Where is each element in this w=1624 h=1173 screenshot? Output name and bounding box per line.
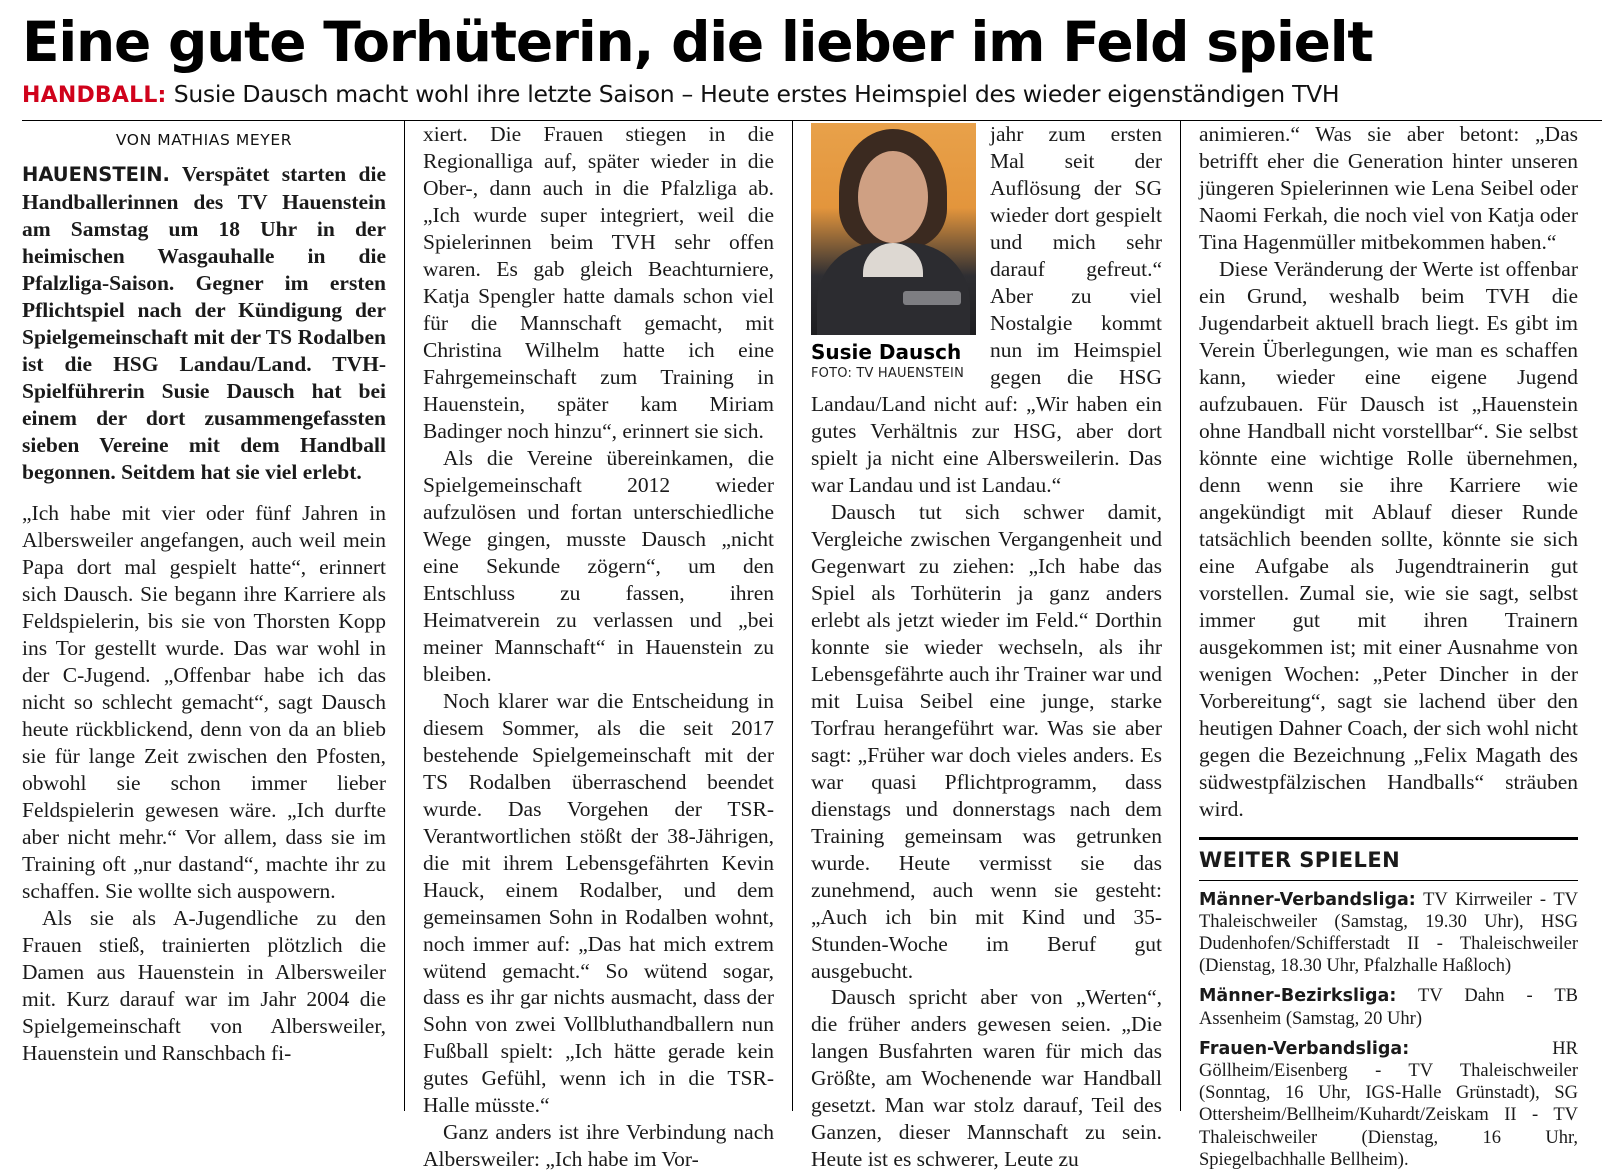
subheadline xyxy=(22,81,1602,108)
section-kicker: HANDBALL: xyxy=(22,83,167,109)
infobox-entry xyxy=(1199,985,1578,1029)
photo-face-shape xyxy=(858,151,928,243)
paragraph: animieren.“ Was sie aber betont: „Das betrifft eher die Generation hinter unseren jüngeren Spielerinnen wie Lena Seibel oder Naomi Ferkah, die noch viel von Katja oder Tina Hagenmüller mitbekommen haben.“ xyxy=(1199,122,1578,255)
paragraph: Als sie als A-Jugendliche zu den Frauen stieß, trainierten plötzlich die Damen aus Hauenstein in Albersweiler mit. Kurz darauf war im Jahr 2004 die Spielgemeinschaft von Albersweiler, Hauenstein und Ranschbach fi- xyxy=(22,905,386,1065)
infobox-entry-label: Frauen-Verbandsliga: xyxy=(1199,1038,1410,1059)
column-3 xyxy=(792,121,1180,1172)
dateline: HAUENSTEIN. xyxy=(22,163,170,187)
infobox-entry-text: TV Dahn - TB Assenheim (Samstag, 20 Uhr) xyxy=(1199,986,1578,1029)
paragraph: Dausch spricht aber von „Werten“, die früher anders gewesen seien. „Die langen Busfahrten waren für mich das Größte, am Wochenende war Handball gesetzt. Man war stolz darauf, Teil des Ganzen, dieser Mannschaft zu sein. Heute ist es schwerer, Leute zu xyxy=(811,985,1162,1172)
lead-text: Verspätet starten die Handballerinnen des TV Hauenstein am Samstag um 18 Uhr in der heimischen Wasgauhalle in die Pfalzliga-Saison. Gegner im ersten Pflichtspiel nach der Kündigung der Spielgemeinschaft mit der TS Rodalben ist die HSG Landau/Land. TVH-Spielführerin Susie Dausch hat bei einem der dort zusammengefassten sieben Vereine mit dem Handball begonnen. Seitdem hat sie viel erlebt. xyxy=(22,162,386,485)
subheadline-text: Susie Dausch macht wohl ihre letzte Saison – Heute erstes Heimspiel des wieder eigenständigen TVH xyxy=(173,80,1340,109)
paragraph: xiert. Die Frauen stiegen in die Regionalliga auf, später wieder in die Ober-, dann auch in die Pfalzliga ab. „Ich wurde super integriert, weil die Spielerinnen beim TVH sehr offen waren. Es gab gleich Beachturniere, Katja Spengler hatte damals schon viel für die Mannschaft gemacht, mit Christina Wilhelm hatte ich eine Fahrgemeinschaft zum Training in Hauenstein, später kam Miriam Badinger noch hinzu“, erinnert sie sich. xyxy=(423,122,774,444)
column-1 xyxy=(22,121,404,1111)
photo-susie-dausch xyxy=(811,123,976,335)
infobox xyxy=(1199,837,1578,1171)
paragraph: Ganz anders ist ihre Verbindung nach Albersweiler: „Ich habe im Vor- xyxy=(423,1120,774,1172)
newspaper-page xyxy=(0,10,1624,1172)
infobox-entry-label: Männer-Verbandsliga: xyxy=(1199,889,1416,910)
page-title: Eine gute Torhüterin, die lieber im Feld spielt xyxy=(22,10,1373,74)
infobox-divider xyxy=(1199,880,1578,881)
infobox-entry xyxy=(1199,1038,1578,1171)
infobox-entry xyxy=(1199,889,1578,978)
article-photo-block xyxy=(811,123,976,381)
paragraph: jahr zum ersten Mal seit der Auflösung der SG wieder dort gespielt und mich sehr darauf gefreut.“ Aber zu viel Nostalgie kommt nun im Heimspiel gegen die HSG Landau/Land nicht auf: „Wir haben ein gutes Verhältnis zur HSG, aber dort spielt ja nicht eine Albersweilerin. Das war Landau und ist Landau.“ xyxy=(811,122,1162,498)
column-2 xyxy=(404,121,792,1172)
infobox-entry-text: HR Göllheim/Eisenberg - TV Thaleischweiler (Sonntag, 16 Uhr, IGS-Halle Grünstadt), SG Ottersheim/Bellheim/Kuhardt/Zeiskam II - TV Thaleischweiler (Dienstag, 16 Uhr, Spiegelbachhalle Bellheim). xyxy=(1199,1038,1578,1170)
article-columns xyxy=(22,121,1602,1172)
paragraph: Noch klarer war die Entscheidung in diesem Sommer, als die seit 2017 bestehende Spielgemeinschaft mit der TS Rodalben überraschend beendet wurde. Das Vorgehen der TSR-Verantwortlichen stößt der 38-Jährigen, die mit ihrem Lebensgefährten Kevin Hauck, einem Rodalber, und dem gemeinsamen Sohn in Rodalben wohnt, noch immer auf: „Das hat mich extrem wütend gemacht.“ So wütend sogar, dass es ihr gar nichts ausmacht, dass der Sohn von zwei Vollbluthandballern nun Fußball spielt: „Ich hätte gerade kein gutes Gefühl, wenn ich in die TSR-Halle müsste.“ xyxy=(423,688,774,1118)
paragraph: Diese Veränderung der Werte ist offenbar ein Grund, weshalb beim TVH die Jugendarbeit aktuell brach liegt. Es gibt im Verein Überlegungen, wie man es schaffen kann, wieder eine eigene Jugend aufzubauen. Für Dausch ist „Hauenstein ohne Handball nicht vorstellbar“. Sie selbst könnte eine wichtige Rolle übernehmen, denn wenn sie ihre Karriere wie angekündigt mit Ablauf dieser Runde tatsächlich beenden sollte, könnte sie sich eine Aufgabe als Jugendtrainerin gut vorstellen. Zumal sie, wie sie sagt, selbst immer gut mit ihren Trainern ausgekommen ist; mit einer Ausnahme von wenigen Wochen: „Peter Dincher in der Vorbereitung“, sagt sie lachend über den heutigen Dahner Coach, der sich wohl nicht gegen die Bezeichnung „Felix Magath des südwestpfälzischen Handballs“ sträuben wird. xyxy=(1199,257,1578,821)
byline: VON MATHIAS MEYER xyxy=(115,131,293,150)
photo-caption: Susie Dausch xyxy=(811,340,962,365)
paragraph: Als die Vereine übereinkamen, die Spielgemeinschaft 2012 wieder aufzulösen und fortan unterschiedliche Wege gingen, musste Dausch „nicht eine Sekunde zögern“, um den Entschluss zu fassen, ihren Heimatverein zu verlassen und „bei meiner Mannschaft“ in Hauenstein zu bleiben. xyxy=(423,446,774,686)
paragraph: „Ich habe mit vier oder fünf Jahren in Albersweiler angefangen, auch weil mein Papa dort mal gespielt hatte“, erinnert sich Dausch. Sie begann ihre Karriere als Feldspielerin, bis sie von Thorsten Kopp ins Tor gestellt wurde. Das war wohl in der C-Jugend. „Offenbar habe ich das nicht so schlecht gemacht“, sagt Dausch heute rückblickend, denn von da an blieb sie für lange Zeit zwischen den Pfosten, obwohl sie schon immer lieber Feldspielerin gewesen wäre. „Ich durfte aber nicht mehr.“ Vor allem, dass sie im Training oft „nur dastand“, machte ihr zu schaffen. Sie wollte sich auspowern. xyxy=(22,501,386,903)
paragraph: Dausch tut sich schwer damit, Vergleiche zwischen Vergangenheit und Gegenwart zu ziehen: „Ich habe das Spiel als Torhüterin ja ganz anders erlebt als jetzt wieder im Feld.“ Dorthin konnte sie wieder wechseln, als ihr Lebensgefährte auch ihr Trainer war und mit Luisa Seibel eine junge, starke Torfrau herangeführt war. Was sie aber sagt: „Früher war doch vieles anders. Es war quasi Pflichtprogramm, dass dienstags und donnerstags nach dem Training gemeinsam was getrunken wurde. Heute vermisst sie das zunehmend, auch wenn sie gesteht: „Auch ich bin mit Kind und 35-Stunden-Woche im Beruf gut ausgebucht. xyxy=(811,500,1162,983)
infobox-entry-text: TV Kirrweiler - TV Thaleischweiler (Samstag, 19.30 Uhr), HSG Dudenhofen/Schifferstadt II - Thaleischweiler (Dienstag, 18.30 Uhr, Pfalzhalle Haßloch) xyxy=(1199,889,1578,977)
photo-logo-shape xyxy=(903,291,961,305)
photo-credit: FOTO: TV HAUENSTEIN xyxy=(811,366,965,382)
infobox-title: WEITER SPIELEN xyxy=(1199,847,1401,872)
column-4 xyxy=(1180,121,1578,1170)
lead-paragraph xyxy=(22,161,386,486)
infobox-entry-label: Männer-Bezirksliga: xyxy=(1199,986,1397,1007)
